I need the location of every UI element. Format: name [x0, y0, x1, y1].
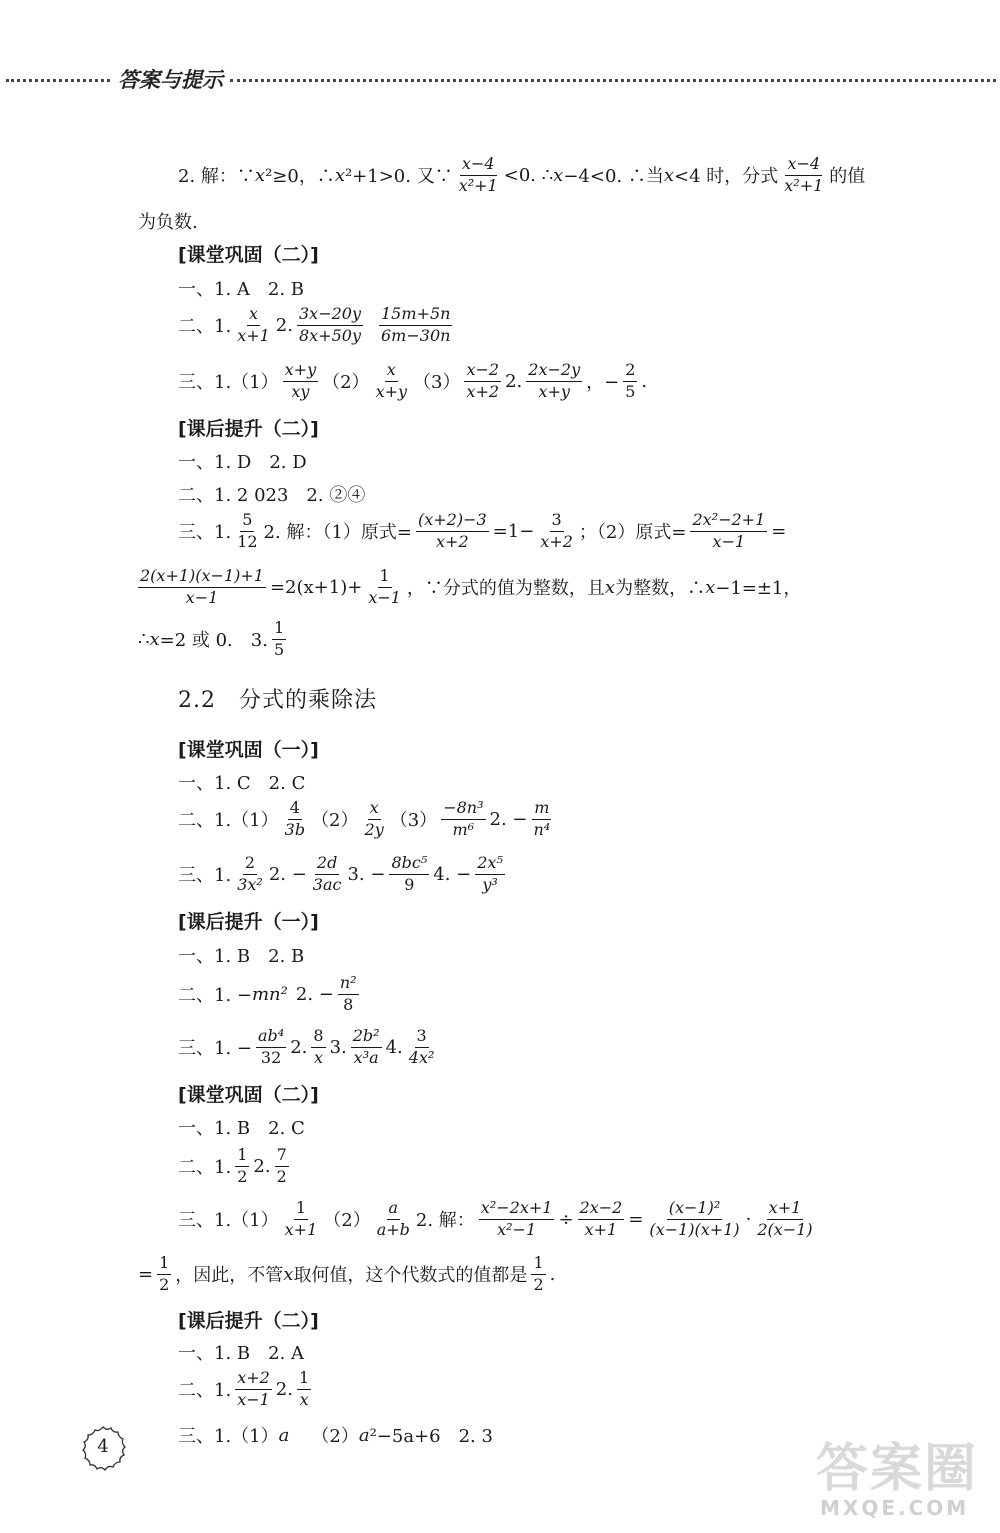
numerator: x — [368, 800, 381, 820]
denominator: x — [313, 1047, 323, 1067]
text: 三、1. — [178, 522, 232, 544]
text: ；（2）原式= — [578, 522, 687, 544]
answer-line — [178, 1028, 440, 1067]
var: x — [705, 576, 716, 598]
text: 2. − — [295, 983, 334, 1005]
text: 2. 解：∵ — [178, 166, 255, 188]
denominator: x²+1 — [784, 175, 824, 195]
section-heading: [课后提升（二）] — [178, 1310, 319, 1332]
denominator: 2(x−1) — [757, 1219, 813, 1239]
answer-line — [178, 1339, 304, 1365]
numerator: 8 — [311, 1028, 325, 1048]
answer-line — [178, 769, 305, 795]
fraction — [235, 512, 259, 551]
fraction — [526, 362, 582, 401]
answer-line-continuation — [138, 620, 290, 659]
denominator: 12 — [237, 531, 258, 551]
answer-line — [178, 1114, 305, 1140]
denominator: 9 — [404, 874, 415, 894]
numerator: (x+2)−3 — [416, 512, 489, 532]
fraction — [297, 306, 363, 345]
answer-line — [178, 1147, 293, 1186]
denominator: 2 — [276, 1166, 287, 1186]
watermark-text: 答案圈 — [816, 1439, 979, 1499]
answer-line — [178, 855, 509, 894]
text: 为负数. — [138, 212, 198, 233]
fraction — [235, 1370, 272, 1409]
numerator: 2b² — [351, 1028, 382, 1048]
fraction — [457, 156, 500, 195]
numerator: 1 — [297, 1370, 311, 1390]
numerator: 1 — [531, 1255, 545, 1275]
denominator: y³ — [482, 874, 498, 894]
section-heading: [课后提升（二）] — [178, 418, 319, 440]
text: 4. — [385, 1036, 403, 1058]
denominator: x+2 — [466, 381, 500, 401]
section-heading: [课后提升（一）] — [178, 911, 319, 933]
fraction — [351, 1028, 382, 1067]
fraction — [755, 1200, 814, 1239]
fraction — [338, 975, 359, 1014]
numerator: x−4 — [785, 156, 822, 176]
denominator: m⁶ — [452, 819, 475, 839]
fraction — [363, 800, 386, 839]
denominator: x−1 — [237, 1389, 270, 1409]
text: （2） — [311, 1426, 359, 1447]
fraction — [272, 620, 286, 659]
answer-line — [178, 1422, 493, 1448]
denominator: 2y — [364, 819, 384, 839]
text: 3. − — [347, 863, 386, 885]
text: . — [641, 370, 648, 392]
numerator: 15m+5n — [379, 306, 452, 326]
fraction — [235, 855, 265, 894]
denominator: 3b — [284, 819, 306, 839]
numerator: x+y — [283, 362, 318, 382]
text: 二、1. — [178, 1380, 232, 1402]
numerator: 5 — [240, 512, 254, 532]
answer-line — [178, 275, 304, 301]
fraction — [157, 1255, 171, 1294]
fraction — [623, 362, 637, 401]
text: ²+1>0. 又∵ — [344, 166, 453, 188]
fraction — [475, 855, 505, 894]
text: 一、1. A 2. B — [178, 279, 305, 300]
fraction — [283, 800, 307, 839]
denominator: x−1 — [368, 587, 401, 607]
text: 一、1. C 2. C — [178, 773, 306, 794]
numerator: 1 — [272, 620, 286, 640]
denominator: x — [299, 1389, 309, 1409]
text: <4 时，分式 — [674, 166, 779, 188]
text: 2. — [253, 1155, 271, 1177]
fraction — [441, 800, 485, 839]
text: 二、1. 2 023 2. ②④ — [178, 485, 366, 506]
text: ，因此，不管 — [175, 1265, 284, 1287]
answer-line — [178, 1370, 315, 1409]
denominator: 2 — [237, 1166, 248, 1186]
denominator: 32 — [260, 1047, 282, 1067]
answer-line — [178, 512, 786, 551]
denominator: 2 — [533, 1274, 544, 1294]
fraction — [782, 156, 825, 195]
denominator: 8x+50y — [298, 325, 361, 345]
text: . — [549, 1263, 556, 1285]
fraction — [479, 1200, 555, 1239]
numerator: 2x−2y — [526, 362, 582, 382]
answer-line-continuation — [138, 1255, 555, 1294]
denominator: x+1 — [284, 1219, 318, 1239]
text: 2. — [275, 1378, 293, 1400]
fraction — [283, 362, 318, 401]
numerator: x — [247, 306, 260, 326]
text: =2 或 0. 3. — [159, 630, 268, 652]
denominator: 2 — [159, 1274, 170, 1294]
text: ，∵分式的值为整数，且 — [406, 578, 605, 600]
text: 二、1. − — [178, 985, 252, 1007]
fraction — [578, 1200, 625, 1239]
fraction — [374, 362, 409, 401]
text: 为整数，∴ — [615, 578, 706, 600]
text: 三、1. — [178, 865, 232, 887]
text: ²−5a+6 2. 3 — [369, 1426, 493, 1447]
text: 三、1.（1） — [178, 372, 279, 394]
answer-line — [178, 975, 363, 1014]
denominator: (x−1)(x+1) — [649, 1219, 740, 1239]
numerator: −8n³ — [441, 800, 485, 820]
text: 三、1.（1） — [178, 1426, 279, 1447]
denominator: 5 — [625, 381, 636, 401]
numerator: x²−2x+1 — [479, 1200, 555, 1220]
var: mn² — [251, 983, 288, 1005]
denominator: x−1 — [712, 531, 746, 551]
fraction — [389, 855, 429, 894]
denominator: x+y — [375, 381, 408, 401]
text: 一、1. B 2. B — [178, 946, 305, 967]
denominator: x²−1 — [497, 1219, 537, 1239]
fraction — [235, 306, 272, 345]
numerator: x — [385, 362, 398, 382]
fraction — [138, 568, 266, 607]
numerator: x−4 — [460, 156, 497, 176]
denominator: 3ac — [312, 874, 342, 894]
fraction — [375, 1200, 412, 1239]
text: 一、1. D 2. D — [178, 452, 307, 473]
var: x — [334, 164, 345, 186]
denominator: x−1 — [185, 587, 219, 607]
text: 2. — [290, 1036, 308, 1058]
numerator: 3 — [550, 512, 564, 532]
fraction — [235, 1147, 249, 1186]
fraction — [531, 1255, 545, 1294]
text: ，− — [586, 372, 620, 394]
text: 二、1. — [178, 1157, 232, 1179]
text: = — [628, 1208, 644, 1230]
text: 三、1. − — [178, 1038, 252, 1060]
numerator: 3x−20y — [297, 306, 363, 326]
numerator: 2 — [243, 855, 257, 875]
text: 的值 — [829, 166, 866, 188]
fraction — [647, 1200, 741, 1239]
text: −1=±1， — [715, 578, 802, 600]
text: （2） — [311, 810, 359, 832]
text: 4. − — [433, 863, 472, 885]
text: 2. 解： — [415, 1210, 475, 1232]
var: x — [553, 164, 564, 186]
fraction — [690, 512, 767, 551]
answer-line — [178, 942, 304, 968]
fraction — [275, 1147, 289, 1186]
answer-line-continuation — [138, 208, 198, 234]
text: 2. − — [489, 808, 528, 830]
text: <0. ∴ — [503, 164, 554, 186]
text: 2. − — [268, 863, 307, 885]
section-title: 2.2 分式的乘除法 — [178, 688, 377, 713]
text: （3） — [413, 372, 461, 394]
fraction — [464, 362, 501, 401]
text: 2. — [505, 370, 523, 392]
answer-line — [178, 362, 647, 401]
fraction — [416, 512, 489, 551]
numerator: 3 — [415, 1028, 429, 1048]
fraction — [297, 1370, 311, 1409]
watermark-logo — [808, 1426, 988, 1526]
section-heading: [课堂巩固（二）] — [178, 244, 319, 266]
fraction — [407, 1028, 437, 1067]
numerator: 1 — [378, 568, 392, 588]
text: 一、1. B 2. C — [178, 1118, 305, 1139]
answer-line-2-solution — [178, 156, 865, 195]
numerator: x+1 — [767, 1200, 804, 1220]
numerator: m — [532, 800, 551, 820]
running-header — [0, 62, 1000, 98]
numerator: 1 — [294, 1200, 308, 1220]
denominator: xy — [291, 381, 310, 401]
denominator: x²+1 — [458, 175, 498, 195]
numerator: 7 — [275, 1147, 289, 1167]
numerator: 4 — [288, 800, 302, 820]
text: （2） — [322, 372, 370, 394]
text: （3） — [389, 810, 438, 832]
text: =1− — [492, 520, 535, 542]
numerator: x+2 — [235, 1370, 272, 1390]
denominator: 3x² — [237, 874, 263, 894]
numerator: x−2 — [464, 362, 501, 382]
numerator: 2x²−2+1 — [690, 512, 767, 532]
page-number-badge — [78, 1424, 128, 1474]
text: 2. — [275, 314, 293, 336]
numerator: 2 — [623, 362, 637, 382]
section-heading: [课堂巩固（二）] — [178, 1084, 319, 1106]
denominator: x+y — [538, 381, 570, 401]
answer-line-continuation — [138, 568, 801, 607]
denominator: x+1 — [584, 1219, 618, 1239]
text: 2. 解：（1）原式= — [263, 522, 412, 544]
fraction — [538, 512, 575, 551]
denominator: x+2 — [540, 531, 573, 551]
numerator: ab⁴ — [256, 1028, 286, 1048]
denominator: 6m−30n — [381, 325, 451, 345]
denominator: 4x² — [408, 1047, 435, 1067]
denominator: 8 — [343, 994, 354, 1014]
text: = — [138, 1263, 154, 1285]
fraction — [531, 800, 552, 839]
denominator: a+b — [376, 1219, 410, 1239]
text: ²≥0，∴ — [265, 166, 335, 188]
section-heading: [课堂巩固（一）] — [178, 739, 319, 761]
var: x — [254, 164, 266, 186]
denominator: x³a — [353, 1047, 379, 1067]
text: 一、1. B 2. A — [178, 1343, 305, 1364]
numerator: 8bc⁵ — [389, 855, 429, 875]
denominator: 5 — [273, 639, 285, 659]
var: a — [278, 1424, 290, 1446]
text: 取何值，这个代数式的值都是 — [293, 1265, 528, 1287]
watermark-url: MXQE.COM — [820, 1496, 970, 1520]
denominator: x+2 — [436, 531, 469, 551]
fraction — [366, 568, 403, 607]
var: x — [604, 576, 616, 598]
numerator: n² — [338, 975, 359, 995]
answer-line — [178, 448, 307, 474]
numerator: 2(x+1)(x−1)+1 — [138, 568, 266, 588]
var: x — [149, 628, 160, 650]
text: 3. — [329, 1036, 347, 1058]
numerator: 1 — [235, 1147, 249, 1167]
denominator: x+1 — [237, 325, 270, 345]
var: x — [663, 164, 674, 186]
text: （2） — [323, 1210, 371, 1232]
fraction — [379, 306, 452, 345]
numerator: 2x⁵ — [475, 855, 505, 875]
text: 二、1. — [178, 316, 232, 338]
text: = — [771, 520, 787, 542]
numerator: 2x−2 — [578, 1200, 625, 1220]
header-dotted-rule-left — [6, 79, 110, 82]
text: 三、1.（1） — [178, 1210, 279, 1232]
numerator: 1 — [157, 1255, 171, 1275]
text: ∴ — [138, 628, 150, 650]
header-title: 答案与提示 — [118, 68, 223, 92]
fraction — [256, 1028, 286, 1067]
numerator: (x−1)² — [667, 1200, 723, 1220]
answer-line — [178, 800, 556, 839]
header-dotted-rule-right — [230, 79, 996, 82]
answer-line — [178, 1200, 819, 1239]
var: a — [358, 1424, 370, 1446]
text: 二、1.（1） — [178, 810, 279, 832]
denominator: n⁴ — [533, 819, 551, 839]
fraction — [283, 1200, 320, 1239]
text: =2(x+1)+ — [269, 576, 363, 598]
numerator: 2d — [315, 855, 339, 875]
page-number: 4 — [97, 1436, 109, 1457]
text: · — [745, 1208, 752, 1230]
text: −4<0. ∴当 — [563, 166, 664, 188]
fraction — [311, 855, 344, 894]
answer-line — [178, 306, 456, 345]
numerator: a — [387, 1200, 401, 1220]
var: x — [283, 1263, 294, 1285]
answer-line — [178, 481, 365, 507]
fraction — [311, 1028, 325, 1067]
text: ÷ — [558, 1208, 574, 1230]
